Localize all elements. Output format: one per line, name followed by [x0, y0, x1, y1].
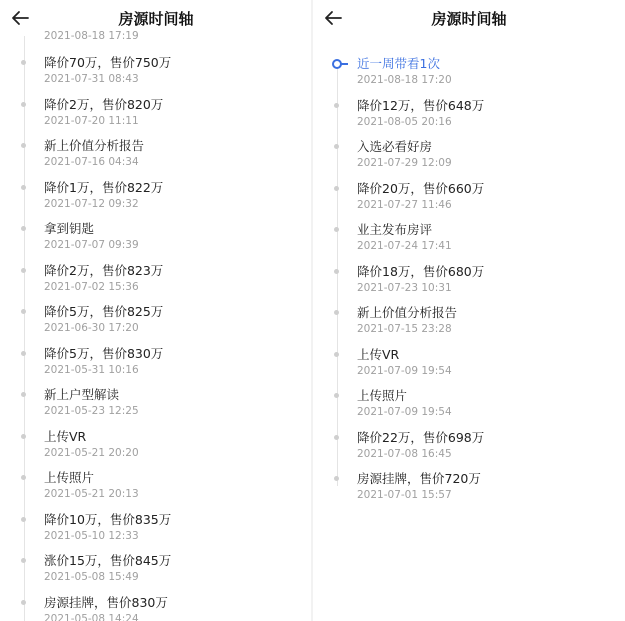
event-text: 降价20万，售价660万: [357, 180, 485, 196]
timeline-item: [0, 551, 312, 592]
timeline-item: [0, 178, 312, 219]
event-text: 降价12万，售价648万: [357, 97, 485, 113]
event-text: 降价70万，售价750万: [44, 55, 172, 70]
timeline-item: [0, 468, 312, 509]
page-title: 房源时间轴: [431, 10, 507, 28]
timeline-dot-icon: [334, 186, 339, 191]
timeline-item: [0, 136, 312, 177]
timeline-dot-icon: [21, 475, 26, 480]
event-date: 2021-07-29 12:09: [357, 157, 452, 169]
timeline-dot-icon: [334, 269, 339, 274]
event-date: 2021-07-23 10:31: [357, 281, 452, 294]
event-text: 降价5万，售价825万: [44, 304, 164, 319]
timeline-item: [313, 220, 625, 261]
timeline-dot-icon: [334, 144, 339, 149]
timeline-dot-icon: [21, 309, 26, 314]
timeline-item: [313, 428, 625, 469]
event-date: 2021-05-23 12:25: [44, 405, 139, 417]
event-text: 降价22万，售价698万: [357, 429, 485, 445]
timeline-item: [0, 344, 312, 385]
timeline-dot-icon: [334, 393, 339, 398]
timeline-item: [313, 96, 625, 137]
event-text: 降价2万，售价823万: [44, 262, 164, 278]
event-date: 2021-07-09 19:54: [357, 406, 452, 418]
timeline-dot-icon: [21, 392, 26, 397]
left-panel: [0, 0, 312, 621]
timeline-item: [0, 593, 312, 621]
event-date: 2021-06-30 17:20: [44, 322, 139, 334]
event-date: 2021-08-05 20:16: [357, 115, 452, 128]
timeline-dot-icon: [21, 143, 26, 148]
timeline-item: [0, 95, 312, 136]
event-date: 2021-07-08 16:45: [357, 447, 452, 460]
event-date: 2021-07-27 11:46: [357, 198, 452, 211]
event-date: 2021-07-12 09:32: [44, 197, 139, 210]
event-date: 2021-05-31 10:16: [44, 363, 139, 376]
timeline-item: [313, 469, 625, 510]
right-panel: [313, 0, 625, 621]
timeline-dot-icon: [21, 102, 26, 107]
event-date: 2021-07-20 11:11: [44, 114, 139, 127]
event-date: 2021-07-16 04:34: [44, 156, 139, 168]
event-text: 降价18万，售价680万: [357, 263, 485, 279]
event-date: 2021-08-18 17:19: [44, 30, 139, 42]
timeline-item: [0, 53, 312, 94]
event-date: 2021-05-21 20:13: [44, 488, 139, 500]
timeline-item: [313, 54, 625, 95]
timeline-dot-icon: [21, 351, 26, 356]
event-date: 2021-05-08 14:24: [44, 612, 139, 621]
event-date: 2021-05-21 20:20: [44, 446, 139, 459]
timeline-item: [0, 510, 312, 551]
timeline-dot-icon: [21, 600, 26, 605]
timeline-dot-icon: [334, 103, 339, 108]
timeline-item: [313, 345, 625, 386]
page-title: 房源时间轴: [118, 10, 194, 28]
event-date: 2021-07-07 09:39: [44, 239, 139, 251]
timeline-dot-icon: [21, 60, 26, 65]
timeline-item: [0, 427, 312, 468]
event-text: 入选必看好房: [357, 139, 433, 154]
timeline-item: [0, 302, 312, 343]
timeline-item: [313, 262, 625, 303]
timeline-dot-icon: [21, 558, 26, 563]
timeline-dot-icon: [334, 310, 339, 315]
event-text: 近一周带看1次: [357, 56, 440, 71]
event-text: 新上价值分析报告: [44, 138, 145, 153]
event-date: 2021-05-10 12:33: [44, 529, 139, 542]
event-text: 降价5万，售价830万: [44, 345, 164, 361]
event-text: 上传照片: [357, 388, 408, 403]
event-text: 房源挂牌，售价830万: [44, 594, 168, 610]
timeline-item: [0, 261, 312, 302]
event-text: 新上户型解读: [44, 387, 120, 402]
event-text: 降价1万，售价822万: [44, 179, 164, 195]
timeline-dot-icon: [334, 476, 339, 481]
event-date: 2021-07-31 08:43: [44, 73, 139, 85]
event-text: 降价2万，售价820万: [44, 96, 164, 112]
event-date: 2021-07-02 15:36: [44, 280, 139, 293]
event-text: 拿到钥匙: [44, 221, 95, 236]
timeline-dot-icon: [21, 434, 26, 439]
event-date: 2021-07-24 17:41: [357, 240, 452, 252]
event-text: 降价10万，售价835万: [44, 511, 172, 527]
timeline-item: [0, 385, 312, 426]
timeline-dot-icon: [21, 226, 26, 231]
timeline-dot-icon: [21, 268, 26, 273]
event-text: 业主发布房评: [357, 222, 433, 237]
timeline-dot-icon: [334, 352, 339, 357]
event-date: 2021-05-08 15:49: [44, 571, 139, 583]
timeline-dot-icon: [21, 517, 26, 522]
event-text: 新上价值分析报告: [357, 305, 458, 320]
timeline-item: [0, 219, 312, 260]
event-text: 上传VR: [44, 428, 87, 444]
timeline-dot-icon: [21, 185, 26, 190]
event-text: 上传VR: [357, 346, 400, 362]
timeline-connector: [341, 63, 348, 65]
timeline-item: [313, 386, 625, 427]
event-date: 2021-08-18 17:20: [357, 74, 452, 86]
timeline-item: [313, 137, 625, 178]
timeline-dot-icon: [334, 227, 339, 232]
event-text: 涨价15万，售价845万: [44, 553, 172, 568]
header: [313, 0, 625, 36]
event-date: 2021-07-01 15:57: [357, 489, 452, 501]
event-text: 房源挂牌，售价720万: [357, 471, 481, 486]
event-text: 上传照片: [44, 470, 95, 485]
event-date: 2021-07-09 19:54: [357, 364, 452, 377]
event-date: 2021-07-15 23:28: [357, 323, 452, 335]
timeline-item: [313, 303, 625, 344]
timeline-dot-icon: [334, 435, 339, 440]
timeline-item: [313, 179, 625, 220]
